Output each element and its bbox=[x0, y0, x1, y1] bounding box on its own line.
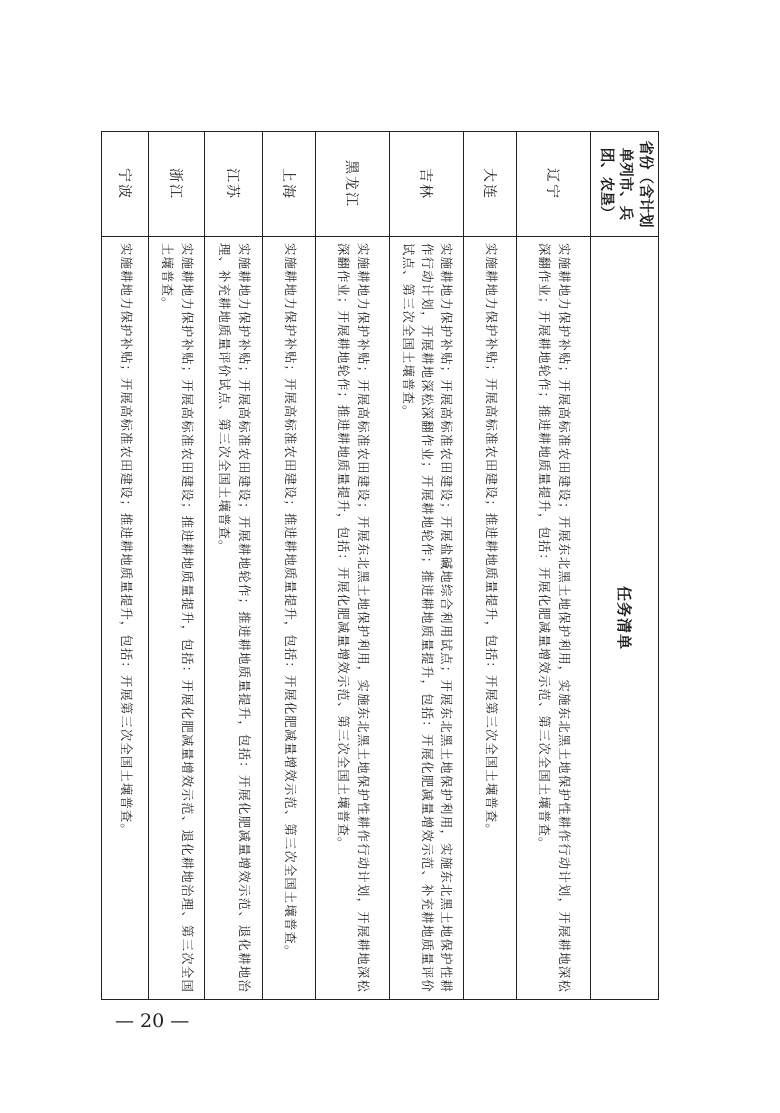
province-cell: 黑龙江 bbox=[316, 132, 390, 237]
province-cell: 江苏 bbox=[205, 132, 263, 237]
province-cell: 大连 bbox=[464, 132, 517, 237]
page-number: — 20 — bbox=[115, 1010, 190, 1032]
task-cell: 实施耕地力保护补贴；开展高标准农田建设；开展盐碱地综合利用试点；开展东北黑土地保护利用，实施东北黑土地保护性耕作行动计划，开展耕地深松深翻作业；开展耕地轮作；推进耕地质量提升，包括：开展化肥减量增效示范、补充耕地质量评价试点、第三次全国土壤普查。 bbox=[390, 237, 464, 1000]
table-row bbox=[205, 132, 263, 1000]
province-cell: 辽宁 bbox=[517, 132, 591, 237]
province-cell: 吉林 bbox=[390, 132, 464, 237]
header-province: 省份（含计划单列市、兵团、农垦） bbox=[591, 132, 659, 237]
task-cell: 实施耕地力保护补贴；开展高标准农田建设；推进耕地质量提升，包括：开展化肥减量增效示范、第三次全国土壤普查。 bbox=[263, 237, 316, 1000]
table-header-row bbox=[591, 132, 659, 1000]
table-row bbox=[517, 132, 591, 1000]
task-list-table bbox=[101, 131, 659, 1000]
task-cell: 实施耕地力保护补贴；开展高标准农田建设；开展东北黑土地保护利用，实施东北黑土地保护性耕作行动计划，开展耕地深松深翻作业；开展耕地轮作；推进耕地质量提升，包括：开展化肥减量增效示范、第三次全国土壤普查。 bbox=[316, 237, 390, 1000]
province-cell: 宁波 bbox=[102, 132, 149, 237]
table-row bbox=[316, 132, 390, 1000]
rotated-table-area bbox=[102, 131, 659, 1000]
task-cell: 实施耕地力保护补贴；开展高标准农田建设；开展耕地轮作；推进耕地质量提升，包括：开展化肥减量增效示范、退化耕地治理、补充耕地质量评价试点、第三次全国土壤普查。 bbox=[205, 237, 263, 1000]
table-row bbox=[149, 132, 205, 1000]
table-row bbox=[263, 132, 316, 1000]
task-cell: 实施耕地力保护补贴；开展高标准农田建设；开展东北黑土地保护利用，实施东北黑土地保护性耕作行动计划，开展耕地深松深翻作业；开展耕地轮作；推进耕地质量提升，包括：开展化肥减量增效示范、第三次全国土壤普查。 bbox=[517, 237, 591, 1000]
table-row bbox=[102, 132, 149, 1000]
task-cell: 实施耕地力保护补贴；开展高标准农田建设；推进耕地质量提升，包括：开展第三次全国土壤普查。 bbox=[102, 237, 149, 1000]
province-cell: 浙江 bbox=[149, 132, 205, 237]
table-row bbox=[390, 132, 464, 1000]
task-cell: 实施耕地力保护补贴；开展高标准农田建设；推进耕地质量提升，包括：开展第三次全国土壤普查。 bbox=[464, 237, 517, 1000]
header-tasks: 任务清单 bbox=[591, 237, 659, 1000]
province-cell: 上海 bbox=[263, 132, 316, 237]
task-cell: 实施耕地力保护补贴；开展高标准农田建设；推进耕地质量提升，包括：开展化肥减量增效示范、退化耕地治理、第三次全国土壤普查。 bbox=[149, 237, 205, 1000]
table-row bbox=[464, 132, 517, 1000]
